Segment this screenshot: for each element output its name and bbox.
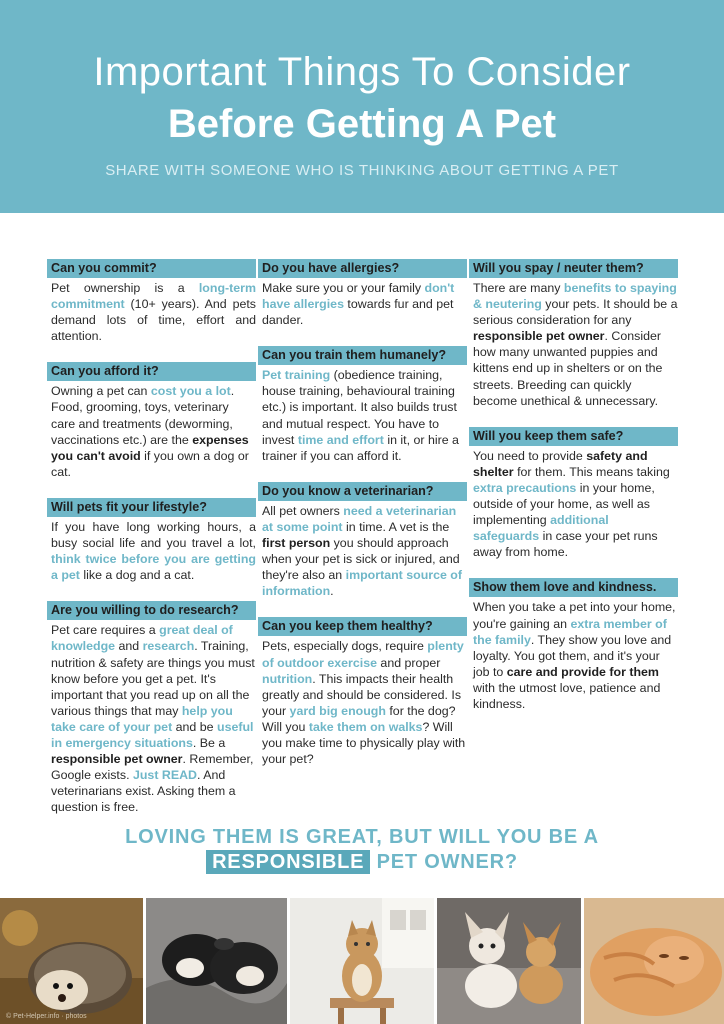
bold-text: expenses you can't avoid [51,432,249,463]
section-heading: Can you afford it? [47,362,256,381]
section-body [262,280,467,328]
section-heading: Do you know a veterinarian? [258,482,467,501]
text: You need to provide [473,448,587,463]
tagline-rest: PET OWNER? [370,851,518,873]
section-heading: Show them love and kindness. [469,578,678,597]
text: if you own a dog or cat. [51,448,249,479]
cat-photo [290,898,434,1024]
title-line-1: Important Things To Consider [93,50,631,94]
column-2 [262,259,467,785]
kitten-photo [584,898,724,1024]
column-1 [51,259,256,833]
text: for them. This means taking [513,464,670,479]
highlight: help you take care of your pet [51,703,233,734]
section-body [473,599,678,712]
highlight: important source of information [262,568,462,599]
puppies-image [146,898,287,1024]
text: Pet care requires a [51,623,160,638]
section-train [262,346,467,464]
highlight: cost you a lot [150,384,231,399]
text: towards fur and pet dander. [262,297,454,328]
section-love [473,578,678,712]
text: in your home, outside of your home, as well as implementing [473,480,655,528]
section-afford [51,362,256,480]
text: with the utmost love, patience and kindness. [473,680,661,711]
bold-text: safety and shelter [473,448,648,479]
text: and [115,639,143,654]
photo-watermark: © Pet-Helper.info · photos [6,1013,87,1020]
highlight: Pet training [262,368,331,383]
text: Pet ownership is a [51,281,199,295]
highlight: benefits to spaying & neutering [473,281,677,312]
text: you should approach when your pet is sick or injured, and they're also an [262,536,460,583]
text: Owning a pet can [51,384,151,399]
text: . Training, nutrition & safety are things you must know before you get a pet. It's important that you read up on all the various things that may [51,639,255,718]
text: . Food, grooming, toys, veterinary care and treatments (deworming, vaccinations etc.) are the [51,384,235,447]
text: There are many [473,281,564,295]
highlight: useful in emergency situations [51,719,254,750]
section-allergies [262,259,467,328]
text: in it, or hire a trainer if you can afford it. [262,432,459,463]
highlight: additional safeguards [473,513,609,544]
section-body [262,638,467,767]
text: . Be a [192,735,226,750]
text: . Remember, Google exists. [51,752,254,783]
section-body [51,280,256,344]
section-body [262,367,467,464]
section-lifestyle [51,498,256,583]
text: . This impacts their health greatly and should be considered. Is your [262,671,462,718]
section-body [51,383,256,480]
section-heading: Can you commit? [47,259,256,278]
puppies-photo [146,898,287,1024]
header-banner [0,0,724,213]
section-heading: Can you train them humanely? [258,346,467,365]
highlight: great deal of knowledge [51,623,233,654]
section-body [51,519,256,583]
bold-text: responsible pet owner [473,329,605,344]
section-spay [473,259,678,409]
text: for the dog? Will you [262,703,456,734]
text: ? Will you make time to physically play with your pet? [262,719,466,767]
text: like a dog and a cat. [79,568,195,583]
section-body [51,622,256,815]
text: (10+ years). And pets demand lots of time, effort and attention. [51,297,256,344]
highlight: Just READ [132,768,197,783]
text: (obedience training, house training, behavioural training etc.) is important. It also builds trust and mutual respect. You have to invest [262,368,457,447]
tagline-line-1: LOVING THEM IS GREAT, BUT WILL YOU BE A [125,826,599,848]
hedgehog-photo [0,898,143,1024]
kitten-image [584,898,724,1024]
highlight: think twice before you are getting a pet [51,552,256,583]
highlight: plenty of outdoor exercise [262,639,464,670]
section-body [473,448,678,561]
highlight: extra precautions [473,480,577,495]
hedgehog-image [0,898,143,1024]
text: . [330,584,334,599]
section-heading: Will pets fit your lifestyle? [47,498,256,517]
section-safe [473,427,678,561]
text: in time. A vet is the [342,519,450,534]
section-research [51,601,256,815]
highlight: long-term commitment [51,281,256,312]
dogs-photo [437,898,581,1024]
text: When you take a pet into your home, you're gaining an [473,600,676,631]
subtitle: SHARE WITH SOMEONE WHO IS THINKING ABOUT GETTING A PET [105,162,619,179]
dogs-image [437,898,581,1024]
section-heading: Will you spay / neuter them? [469,259,678,278]
section-heading: Do you have allergies? [258,259,467,278]
highlight: nutrition [262,671,313,686]
text: . Consider how many unwanted puppies and kittens end up in shelters or on the streets. Breeding can quickly become unethical & unnecessary. [473,329,663,408]
section-vet [262,482,467,600]
highlight: need a veterinarian at some point [262,503,457,534]
text: All pet owners [262,503,344,518]
bold-text: first person [262,536,331,551]
text: . They show you love and loyalty. You got them, and it's your job to [473,632,672,679]
text: your pets. It should be a serious consideration for any [473,297,678,328]
text: and be [172,719,217,734]
photo-strip [0,898,724,1024]
section-heading: Are you willing to do research? [47,601,256,620]
text: and proper [376,655,441,670]
responsible-badge: RESPONSIBLE [206,850,370,874]
column-3 [473,259,678,730]
text: in case your pet runs away from home. [473,529,658,560]
title-line-2: Before Getting A Pet [167,102,557,146]
text: If you have long working hours, a busy social life and you travel a lot, [51,519,256,551]
highlight: take them on walks [308,719,423,734]
section-heading: Can you keep them healthy? [258,617,467,636]
section-body [473,280,678,409]
section-healthy [262,617,467,767]
bold-text: care and provide for them [506,664,659,679]
text: . And veterinarians exist. Asking them a question is free. [51,768,236,815]
cat-image [290,898,434,1024]
tagline-line-2 [0,851,724,874]
text: Pets, especially dogs, require [262,639,428,654]
highlight: extra member of the family [473,616,667,647]
highlight: research [142,639,195,654]
highlight: time and effort [297,432,384,447]
section-commit [51,259,256,344]
section-body [262,503,467,600]
highlight: yard big enough [289,703,386,718]
text: Make sure you or your family [262,281,425,295]
highlight: don't have allergies [262,281,455,312]
section-heading: Will you keep them safe? [469,427,678,446]
bold-text: responsible pet owner [51,752,183,767]
